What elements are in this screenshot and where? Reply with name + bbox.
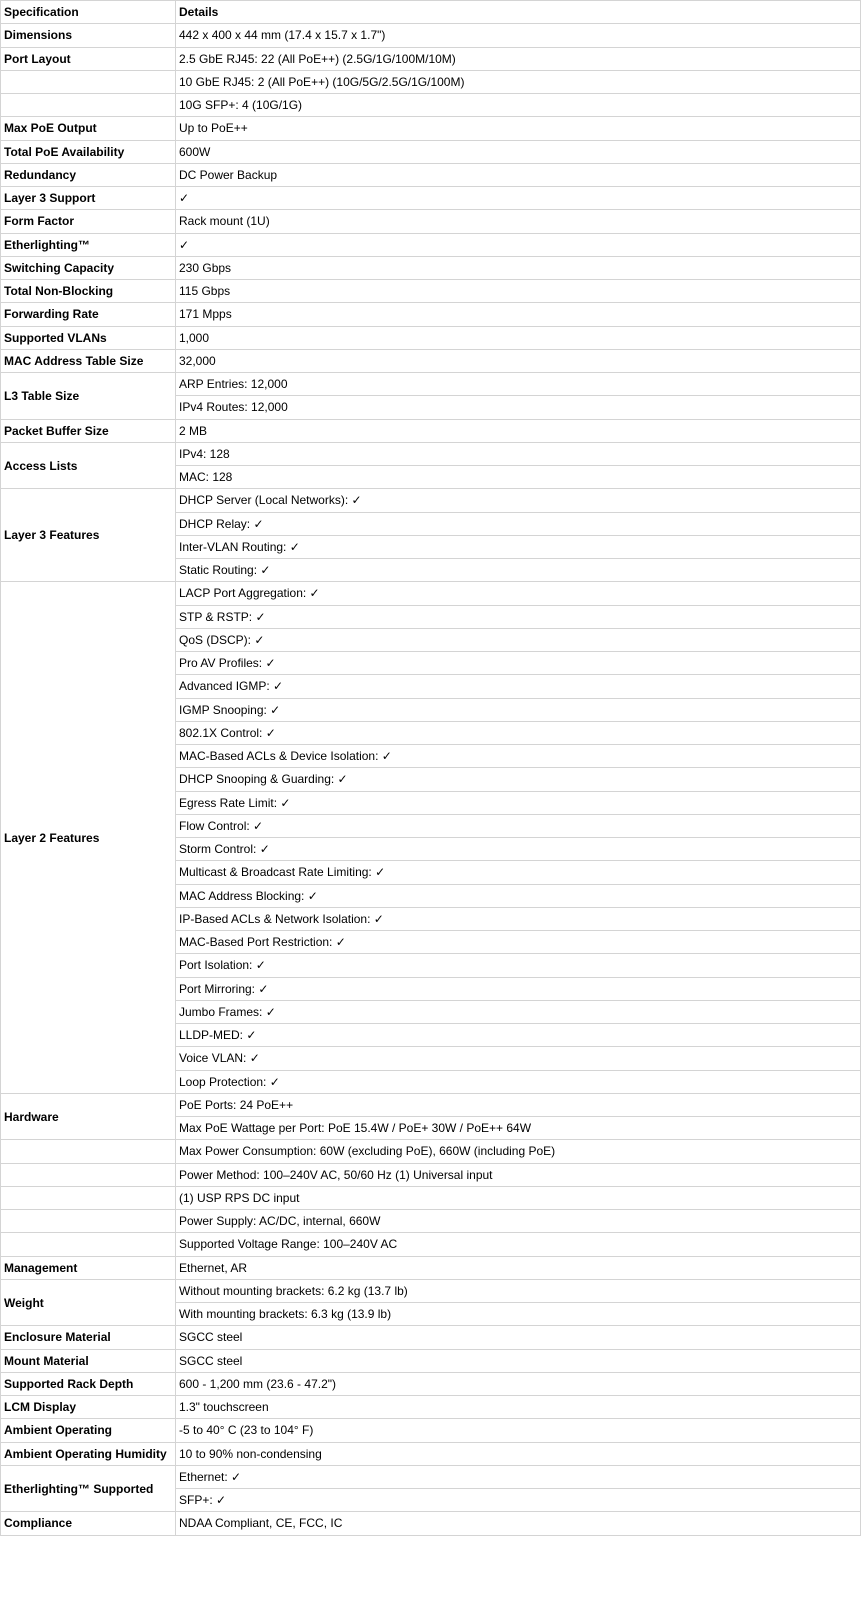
spec-value: DHCP Snooping & Guarding: ✓ [176, 768, 861, 791]
spec-value: 600W [176, 140, 861, 163]
spec-value: 442 x 400 x 44 mm (17.4 x 15.7 x 1.7") [176, 24, 861, 47]
spec-value: Without mounting brackets: 6.2 kg (13.7 lb) [176, 1279, 861, 1302]
spec-value: SGCC steel [176, 1349, 861, 1372]
spec-label: Forwarding Rate [1, 303, 176, 326]
spec-value: SFP+: ✓ [176, 1489, 861, 1512]
spec-label: Total Non-Blocking [1, 280, 176, 303]
spec-value: MAC-Based Port Restriction: ✓ [176, 931, 861, 954]
spec-value: -5 to 40° C (23 to 104° F) [176, 1419, 861, 1442]
spec-value: ✓ [176, 187, 861, 210]
spec-value: 171 Mpps [176, 303, 861, 326]
table-row [1, 349, 861, 372]
table-row [1, 280, 861, 303]
spec-label: Layer 2 Features [1, 582, 176, 1094]
spec-value: MAC-Based ACLs & Device Isolation: ✓ [176, 745, 861, 768]
spec-label: Ambient Operating [1, 1419, 176, 1442]
spec-value: Port Isolation: ✓ [176, 954, 861, 977]
spec-value: Storm Control: ✓ [176, 838, 861, 861]
spec-value: 230 Gbps [176, 256, 861, 279]
spec-label: Ambient Operating Humidity [1, 1442, 176, 1465]
table-row [1, 326, 861, 349]
table-row [1, 1326, 861, 1349]
spec-value: MAC: 128 [176, 466, 861, 489]
table-row [1, 256, 861, 279]
spec-value: PoE Ports: 24 PoE++ [176, 1093, 861, 1116]
table-row [1, 1512, 861, 1535]
spec-value: LLDP-MED: ✓ [176, 1024, 861, 1047]
spec-value: Pro AV Profiles: ✓ [176, 652, 861, 675]
table-row [1, 1442, 861, 1465]
spec-label [1, 1163, 176, 1186]
spec-value: STP & RSTP: ✓ [176, 605, 861, 628]
spec-label: Layer 3 Support [1, 187, 176, 210]
spec-value: 1.3" touchscreen [176, 1396, 861, 1419]
spec-label [1, 1186, 176, 1209]
spec-value: 10 GbE RJ45: 2 (All PoE++) (10G/5G/2.5G/1G/100M) [176, 70, 861, 93]
spec-value: 600 - 1,200 mm (23.6 - 47.2") [176, 1372, 861, 1395]
table-row [1, 419, 861, 442]
spec-label: MAC Address Table Size [1, 349, 176, 372]
spec-value: Max Power Consumption: 60W (excluding PoE), 660W (including PoE) [176, 1140, 861, 1163]
table-row [1, 94, 861, 117]
header-row [1, 1, 861, 24]
table-row [1, 582, 861, 605]
table-row [1, 1396, 861, 1419]
spec-value: Inter-VLAN Routing: ✓ [176, 535, 861, 558]
table-row [1, 1256, 861, 1279]
spec-label [1, 1210, 176, 1233]
spec-value: MAC Address Blocking: ✓ [176, 884, 861, 907]
spec-value: Loop Protection: ✓ [176, 1070, 861, 1093]
spec-value: Power Method: 100–240V AC, 50/60 Hz (1) Universal input [176, 1163, 861, 1186]
spec-label [1, 94, 176, 117]
table-row [1, 1210, 861, 1233]
spec-value: NDAA Compliant, CE, FCC, IC [176, 1512, 861, 1535]
table-row [1, 1140, 861, 1163]
spec-label: Weight [1, 1279, 176, 1326]
spec-label: Port Layout [1, 47, 176, 70]
table-row [1, 489, 861, 512]
spec-label: Switching Capacity [1, 256, 176, 279]
table-row [1, 117, 861, 140]
spec-value: SGCC steel [176, 1326, 861, 1349]
spec-value: DC Power Backup [176, 163, 861, 186]
spec-value: Advanced IGMP: ✓ [176, 675, 861, 698]
table-row [1, 373, 861, 396]
spec-value: With mounting brackets: 6.3 kg (13.9 lb) [176, 1303, 861, 1326]
spec-value: Ethernet: ✓ [176, 1465, 861, 1488]
spec-value: QoS (DSCP): ✓ [176, 628, 861, 651]
table-row [1, 1465, 861, 1488]
table-row [1, 1186, 861, 1209]
spec-label: Total PoE Availability [1, 140, 176, 163]
spec-value: ARP Entries: 12,000 [176, 373, 861, 396]
spec-value: Rack mount (1U) [176, 210, 861, 233]
spec-value: Power Supply: AC/DC, internal, 660W [176, 1210, 861, 1233]
spec-value: (1) USP RPS DC input [176, 1186, 861, 1209]
spec-value: 115 Gbps [176, 280, 861, 303]
spec-value: Static Routing: ✓ [176, 559, 861, 582]
spec-label: Management [1, 1256, 176, 1279]
spec-value: IPv4 Routes: 12,000 [176, 396, 861, 419]
spec-value: LACP Port Aggregation: ✓ [176, 582, 861, 605]
spec-label: Form Factor [1, 210, 176, 233]
spec-label: Supported VLANs [1, 326, 176, 349]
spec-value: 1,000 [176, 326, 861, 349]
spec-label [1, 1140, 176, 1163]
spec-label [1, 70, 176, 93]
header-details: Details [176, 1, 861, 24]
table-row [1, 1349, 861, 1372]
header-specification: Specification [1, 1, 176, 24]
spec-label: Max PoE Output [1, 117, 176, 140]
spec-value: 32,000 [176, 349, 861, 372]
spec-value: Max PoE Wattage per Port: PoE 15.4W / PoE+ 30W / PoE++ 64W [176, 1117, 861, 1140]
spec-label [1, 1233, 176, 1256]
spec-value: IPv4: 128 [176, 442, 861, 465]
spec-body [1, 24, 861, 1535]
table-row [1, 1163, 861, 1186]
spec-value: ✓ [176, 233, 861, 256]
spec-label: Redundancy [1, 163, 176, 186]
spec-value: 802.1X Control: ✓ [176, 721, 861, 744]
spec-value: Up to PoE++ [176, 117, 861, 140]
spec-label: Packet Buffer Size [1, 419, 176, 442]
spec-value: Port Mirroring: ✓ [176, 977, 861, 1000]
spec-label: Etherlighting™ [1, 233, 176, 256]
spec-value: DHCP Server (Local Networks): ✓ [176, 489, 861, 512]
table-row [1, 47, 861, 70]
spec-value: Egress Rate Limit: ✓ [176, 791, 861, 814]
spec-value: Flow Control: ✓ [176, 814, 861, 837]
spec-value: 10G SFP+: 4 (10G/1G) [176, 94, 861, 117]
spec-label: Compliance [1, 1512, 176, 1535]
spec-value: Jumbo Frames: ✓ [176, 1000, 861, 1023]
spec-label: Dimensions [1, 24, 176, 47]
spec-label: Supported Rack Depth [1, 1372, 176, 1395]
table-row [1, 140, 861, 163]
table-row [1, 442, 861, 465]
table-row [1, 187, 861, 210]
table-row [1, 233, 861, 256]
spec-label: Etherlighting™ Supported [1, 1465, 176, 1512]
spec-value: IGMP Snooping: ✓ [176, 698, 861, 721]
table-row [1, 210, 861, 233]
spec-value: Ethernet, AR [176, 1256, 861, 1279]
spec-label: Mount Material [1, 1349, 176, 1372]
spec-value: DHCP Relay: ✓ [176, 512, 861, 535]
spec-value: 10 to 90% non-condensing [176, 1442, 861, 1465]
spec-value: 2.5 GbE RJ45: 22 (All PoE++) (2.5G/1G/100M/10M) [176, 47, 861, 70]
spec-label: L3 Table Size [1, 373, 176, 420]
table-row [1, 1419, 861, 1442]
table-row [1, 1372, 861, 1395]
table-row [1, 163, 861, 186]
spec-value: Multicast & Broadcast Rate Limiting: ✓ [176, 861, 861, 884]
table-row [1, 1233, 861, 1256]
table-row [1, 303, 861, 326]
spec-value: IP-Based ACLs & Network Isolation: ✓ [176, 907, 861, 930]
spec-label: Layer 3 Features [1, 489, 176, 582]
table-row [1, 24, 861, 47]
spec-label: Access Lists [1, 442, 176, 489]
table-row [1, 70, 861, 93]
spec-value: 2 MB [176, 419, 861, 442]
spec-label: LCM Display [1, 1396, 176, 1419]
spec-value: Supported Voltage Range: 100–240V AC [176, 1233, 861, 1256]
spec-label: Hardware [1, 1093, 176, 1140]
spec-label: Enclosure Material [1, 1326, 176, 1349]
table-row [1, 1093, 861, 1116]
spec-value: Voice VLAN: ✓ [176, 1047, 861, 1070]
table-row [1, 1279, 861, 1302]
